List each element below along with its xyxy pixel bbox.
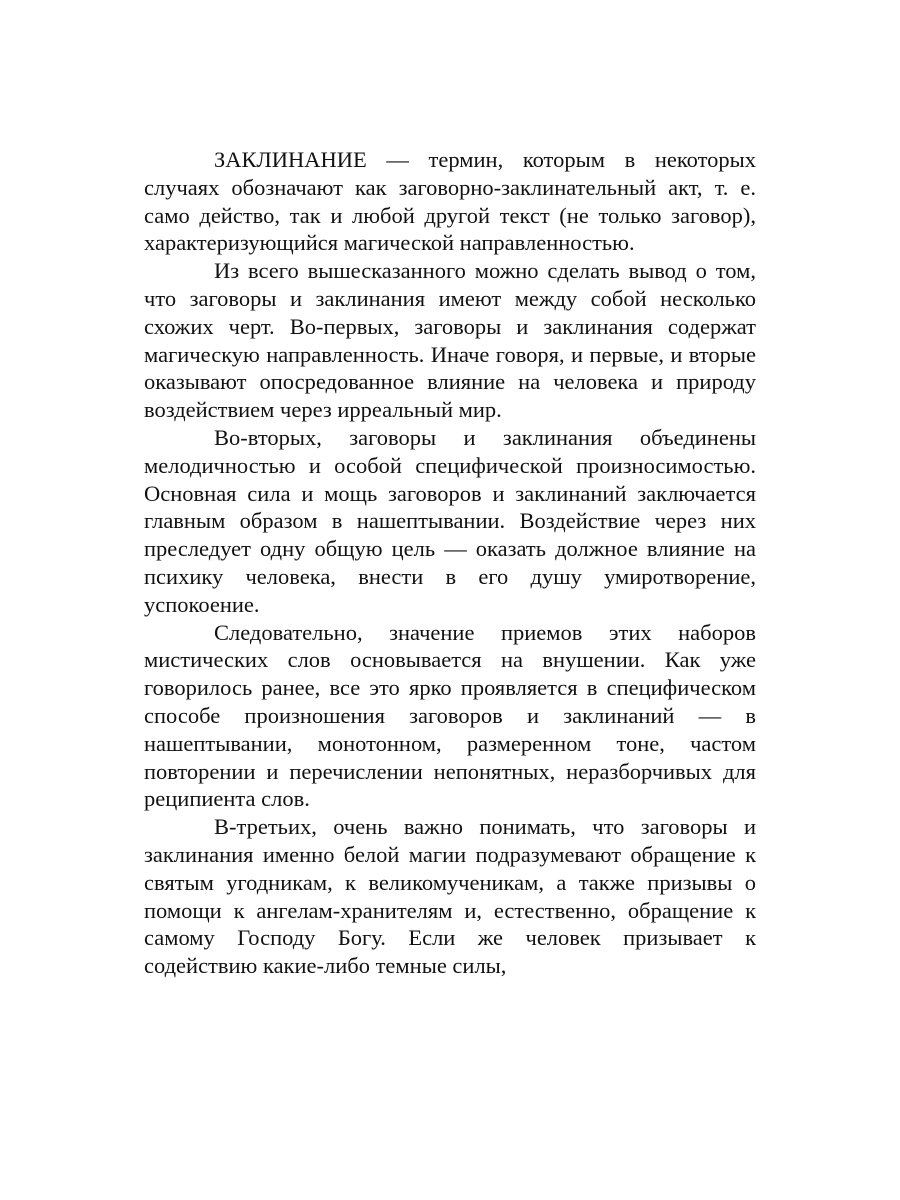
paragraph-suggestion: Следовательно, значение приемов этих наборов мистических слов основывается на внушении. Как уже говорилось ранее, все это ярко проявляется в специфическом способе произношения заговоров и заклинаний — в нашептывании, монотонном, размеренном тоне, частом повторении и перечислении непонятных, неразборчивых для реципиента слов. [144, 619, 756, 812]
paragraph-second-point: Во-вторых, заговоры и заклинания объединены мелодичностью и особой специфической произносимостью. Основная сила и мощь заговоров и заклинаний заключается главным образом в нашептывании. Воздействие через них преследует одну общую цель — оказать должное влияние на психику человека, внести в его душу умиротворение, успокоение. [144, 424, 756, 617]
paragraph-definition: ЗАКЛИНАНИЕ — термин, которым в некоторых случаях обозначают как заговорно-заклинательный акт, т. е. само действо, так и любой другой текст (не только заговор), характеризующийся магической направленностью. [144, 147, 756, 256]
document-page [144, 146, 756, 980]
paragraph-conclusion: Из всего вышесказанного можно сделать вывод о том, что заговоры и заклинания имеют между собой несколько схожих черт. Во-первых, заговоры и заклинания содержат магическую направленность. Иначе говоря, и первые, и вторые оказывают опосредованное влияние на человека и природу воздействием через ирреальный мир. [144, 258, 756, 423]
paragraph-third-point: В-третьих, очень важно понимать, что заговоры и заклинания именно белой магии подразумевают обращение к святым угодникам, к великомученикам, а также призывы о помощи к ангелам-хранителям и, естественно, обращение к самому Господу Богу. Если же человек призывает к содействию какие-либо темные силы, [144, 814, 756, 979]
